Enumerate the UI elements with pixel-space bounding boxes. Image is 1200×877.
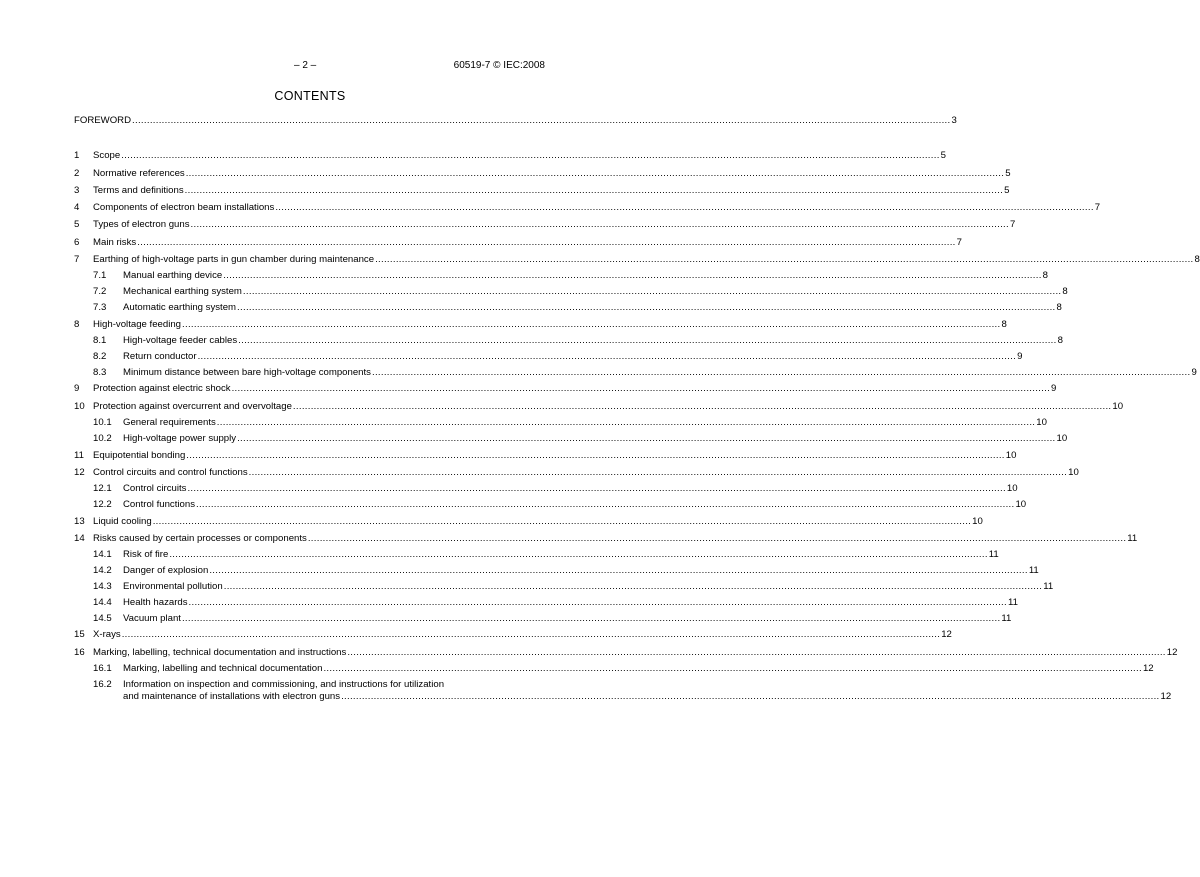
toc-entry-7[interactable] <box>74 251 1200 268</box>
toc-entry-title: Manual earthing device <box>123 270 223 282</box>
toc-entry-page: 10 <box>972 515 983 527</box>
toc-entry-number: 14.1 <box>93 549 112 561</box>
toc-entry-page: 7 <box>956 236 962 248</box>
toc-entry-8[interactable] <box>74 316 1007 333</box>
dot-leader <box>372 365 1190 381</box>
toc-entry-number: 1 <box>74 150 80 162</box>
toc-entry-page: 9 <box>1017 350 1023 362</box>
toc-entry-10-2[interactable] <box>74 431 1068 447</box>
toc-entry-page: 10 <box>1036 417 1047 429</box>
toc-entry-number: 12.1 <box>93 483 112 495</box>
dot-leader <box>308 530 1126 547</box>
toc-entry-page: 8 <box>1194 254 1200 266</box>
toc-entry-5[interactable] <box>74 216 1016 233</box>
dot-leader <box>341 691 1159 703</box>
toc-entry-title: Marking, labelling and technical documentation <box>123 663 323 674</box>
toc-entry-number: 10.1 <box>93 417 112 429</box>
toc-entry-11[interactable] <box>74 447 1017 464</box>
dot-leader <box>275 199 1093 216</box>
toc-entry-page: 8 <box>1001 318 1007 330</box>
dot-leader <box>189 595 1007 611</box>
toc-entry-8-2[interactable] <box>74 349 1023 365</box>
toc-entry-page: 11 <box>1001 612 1012 624</box>
toc-entry-number: 3 <box>74 184 80 196</box>
dot-leader <box>169 547 987 563</box>
dot-leader <box>323 661 1141 677</box>
toc-entry-number: 4 <box>74 202 80 214</box>
toc-entry-title: High-voltage feeding <box>93 318 182 330</box>
toc-entry-10[interactable] <box>74 398 1124 415</box>
toc-entry-title: Control circuits and control functions <box>93 466 248 478</box>
toc-entry-number: 8 <box>74 318 80 330</box>
toc-entry-page: 11 <box>988 549 999 561</box>
toc-entry-page: 9 <box>1191 366 1197 378</box>
dot-leader <box>186 447 1004 464</box>
toc-entry-page: 11 <box>1028 565 1039 577</box>
toc-entry-number: 7 <box>74 254 80 266</box>
toc-entry-number: 16 <box>74 646 85 658</box>
toc-entry-12-1[interactable] <box>74 481 1018 497</box>
toc-entry-page: 8 <box>1042 270 1049 282</box>
toc-entry-title: Danger of explosion <box>123 565 209 577</box>
toc-entry-page: 12 <box>1142 663 1154 674</box>
table-of-contents <box>74 112 1200 703</box>
toc-entry-13[interactable] <box>74 513 983 530</box>
toc-entry-page: 10 <box>1015 499 1027 511</box>
toc-entry-title: X-rays <box>93 629 121 641</box>
toc-entry-page: 11 <box>1127 533 1138 545</box>
toc-entry-9[interactable] <box>74 380 1057 397</box>
toc-entry-title-line1: Information on inspection and commissioning, and instructions for utilization <box>123 678 445 690</box>
toc-entry-14[interactable] <box>74 530 1138 547</box>
toc-entry-page: 8 <box>1062 286 1068 298</box>
toc-entry-title: Protection against electric shock <box>93 383 231 395</box>
toc-entry-title-line2: and maintenance of installations with electron guns <box>123 690 341 702</box>
dot-leader <box>224 579 1042 595</box>
toc-entry-8-1[interactable] <box>74 333 1063 349</box>
dot-leader <box>209 563 1027 579</box>
dot-leader <box>196 497 1014 513</box>
toc-entry-page: 7 <box>1010 219 1016 231</box>
dot-leader <box>187 481 1005 497</box>
toc-entry-title: Scope <box>93 150 121 162</box>
toc-entry-number: 14 <box>74 533 85 545</box>
toc-entry-number: 2 <box>74 167 80 179</box>
toc-entry-page: 10 <box>1005 449 1017 461</box>
toc-entry-14-3[interactable] <box>74 579 1054 595</box>
toc-entry-title: High-voltage power supply <box>123 432 237 444</box>
dot-leader <box>375 251 1193 268</box>
toc-entries <box>74 147 1200 677</box>
toc-entry-title: Earthing of high-voltage parts in gun chamber during maintenance <box>93 254 375 266</box>
toc-entry-title: Main risks <box>93 236 137 248</box>
dot-leader <box>182 316 1000 333</box>
toc-entry-title: Risk of fire <box>123 549 169 561</box>
toc-entry-14-2[interactable] <box>74 563 1039 579</box>
dot-leader <box>137 234 955 251</box>
dot-leader <box>237 431 1055 447</box>
toc-entry-7-1[interactable] <box>74 268 1049 284</box>
toc-entry-4[interactable] <box>74 199 1101 216</box>
toc-entry-number: 7.2 <box>93 286 107 298</box>
toc-entry-page: 5 <box>1004 184 1010 196</box>
standard-reference: 60519-7 © IEC:2008 <box>453 60 545 71</box>
dot-leader <box>153 513 971 530</box>
toc-entry-number: 16.2 <box>93 678 112 690</box>
toc-entry-2[interactable] <box>74 165 1011 182</box>
dot-leader <box>232 380 1050 397</box>
toc-entry-3[interactable] <box>74 182 1010 199</box>
dot-leader <box>132 112 950 129</box>
toc-entry-7-3[interactable] <box>74 300 1062 316</box>
toc-entry-number: 10.2 <box>93 432 112 444</box>
toc-entry-title: Types of electron guns <box>93 219 190 231</box>
toc-entry-number: 8.1 <box>93 335 107 347</box>
toc-entry-page: 8 <box>1057 335 1063 347</box>
toc-entry-page: 12 <box>941 629 952 641</box>
dot-leader <box>191 216 1009 233</box>
toc-entry-number: 12 <box>74 466 85 478</box>
toc-entry-title: Vacuum plant <box>123 612 181 624</box>
toc-entry-number: 7.1 <box>93 270 107 282</box>
toc-entry-title: High-voltage feeder cables <box>123 335 238 347</box>
toc-entry-8-3[interactable] <box>74 365 1197 381</box>
toc-entry-number: 5 <box>74 219 80 231</box>
toc-entry-number: 11 <box>74 449 84 461</box>
toc-entry-page: 9 <box>1051 383 1057 395</box>
toc-entry-number: 14.4 <box>93 596 112 608</box>
toc-entry-page: 7 <box>1094 202 1101 214</box>
page-number: – 2 – <box>294 60 317 71</box>
dot-leader <box>249 464 1067 481</box>
toc-entry-page: 10 <box>1068 466 1079 478</box>
toc-entry-foreword[interactable] <box>74 112 957 129</box>
toc-entry-page: 5 <box>940 150 947 162</box>
dot-leader <box>182 611 1000 627</box>
toc-entry-title: Automatic earthing system <box>123 301 237 313</box>
toc-entry-number: 8.3 <box>93 366 107 378</box>
dot-leader <box>186 165 1004 182</box>
toc-entry-title: Equipotential bonding <box>93 449 186 461</box>
dot-leader <box>223 268 1041 284</box>
toc-entry-title: Return conductor <box>123 350 197 362</box>
toc-entry-page: 10 <box>1112 400 1124 412</box>
toc-entry-7-2[interactable] <box>74 284 1068 300</box>
toc-entry-page: 11 <box>1008 596 1018 608</box>
toc-entry-page: 10 <box>1006 483 1018 495</box>
toc-entry-number: 14.3 <box>93 581 112 593</box>
toc-entry-14-5[interactable] <box>74 611 1012 627</box>
toc-entry-title: Normative references <box>93 167 185 179</box>
toc-entry-number: 9 <box>74 383 80 395</box>
toc-entry-number: 6 <box>74 236 80 248</box>
toc-entry-title: Health hazards <box>123 596 188 608</box>
toc-entry-number: 16.1 <box>93 663 112 674</box>
toc-entry-number: 12.2 <box>93 499 112 511</box>
dot-leader <box>122 626 940 643</box>
toc-entry-page: 12 <box>1160 690 1172 702</box>
dot-leader <box>243 284 1061 300</box>
toc-entry-16-1[interactable] <box>74 661 1154 677</box>
toc-entry-16-2[interactable] <box>74 678 1172 703</box>
toc-entry-title: Protection against overcurrent and overvoltage <box>93 400 292 412</box>
toc-entry-15[interactable] <box>74 626 952 643</box>
toc-entry-page: 12 <box>1166 646 1178 658</box>
toc-entry-page: 11 <box>1043 581 1054 593</box>
toc-entry-12[interactable] <box>74 464 1079 481</box>
toc-entry-title: FOREWORD <box>74 115 132 126</box>
dot-leader <box>198 349 1016 365</box>
toc-entry-page: 3 <box>951 115 957 126</box>
dot-leader <box>121 147 939 164</box>
toc-entry-12-2[interactable] <box>74 497 1027 513</box>
dot-leader <box>293 398 1111 415</box>
toc-entry-number: 14.5 <box>93 612 112 624</box>
toc-entry-title: Control circuits <box>123 483 187 495</box>
toc-entry-number: 15 <box>74 629 85 641</box>
toc-entry-title: Control functions <box>123 499 195 511</box>
toc-entry-title: Environmental pollution <box>123 581 223 593</box>
toc-entry-number: 14.2 <box>93 565 112 577</box>
toc-entry-title: Liquid cooling <box>93 515 152 527</box>
toc-entry-1[interactable] <box>74 147 947 164</box>
toc-entry-number: 13 <box>74 515 85 527</box>
toc-entry-number: 7.3 <box>93 301 107 313</box>
toc-entry-title: Terms and definitions <box>93 184 184 196</box>
dot-leader <box>347 644 1165 661</box>
toc-entry-title: Marking, labelling, technical documentation and instructions <box>93 646 347 658</box>
dot-leader <box>238 333 1056 349</box>
toc-entry-title: Mechanical earthing system <box>123 286 242 298</box>
toc-entry-16[interactable] <box>74 644 1178 661</box>
dot-leader <box>217 415 1035 431</box>
toc-entry-page: 10 <box>1056 432 1068 444</box>
toc-entry-page: 8 <box>1056 301 1062 313</box>
toc-entry-14-1[interactable] <box>74 547 999 563</box>
toc-entry-title: General requirements <box>123 417 216 429</box>
toc-entry-6[interactable] <box>74 234 962 251</box>
toc-entry-page: 5 <box>1005 167 1011 179</box>
toc-entry-title: Risks caused by certain processes or components <box>93 533 307 545</box>
toc-entry-number: 8.2 <box>93 350 107 362</box>
toc-entry-10-1[interactable] <box>74 415 1047 431</box>
toc-entry-14-4[interactable] <box>74 595 1018 611</box>
toc-entry-title: Minimum distance between bare high-voltage components <box>123 366 371 378</box>
toc-entry-number: 10 <box>74 400 85 412</box>
contents-title: CONTENTS <box>274 89 346 103</box>
dot-leader <box>185 182 1003 199</box>
toc-entry-title: Components of electron beam installations <box>93 202 275 214</box>
dot-leader <box>237 300 1055 316</box>
